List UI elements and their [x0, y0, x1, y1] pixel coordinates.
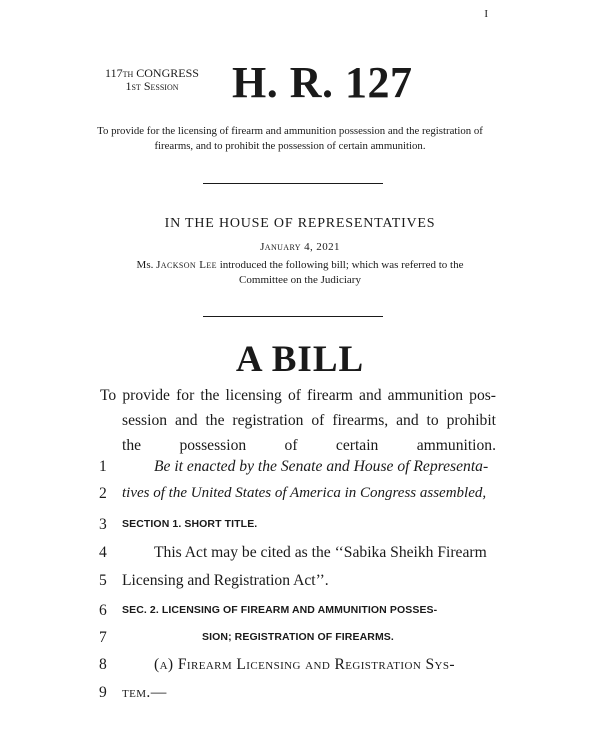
line-number: 3	[99, 516, 107, 533]
committee-referral: Committee on the Judiciary	[239, 274, 361, 286]
line-number: 4	[99, 544, 107, 561]
divider-rule	[203, 183, 383, 184]
section-heading: SECTION 1. SHORT TITLE.	[122, 518, 258, 530]
congress-number: 117th CONGRESS	[105, 66, 199, 80]
introduction-statement	[90, 258, 510, 288]
line-text: Be it enacted by the Senate and House of Representa-	[154, 458, 489, 475]
subsection-heading: tem.—	[122, 684, 167, 701]
line-number: 7	[99, 629, 107, 646]
bill-line	[0, 602, 600, 628]
introduction-text: introduced the following bill; which was referred to the	[216, 259, 464, 271]
line-number: 2	[99, 485, 107, 502]
bill-line	[0, 544, 600, 570]
section-heading: SEC. 2. LICENSING OF FIREARM AND AMMUNITION POSSES-	[122, 604, 438, 616]
long-title-line: session and the registration of firearms, and to prohibit	[122, 412, 496, 429]
long-title-line: To provide for the licensing of firearm and ammunition pos-	[100, 387, 496, 404]
bill-number: H. R. 127	[232, 58, 413, 107]
line-text: Licensing and Registration Act’’.	[122, 572, 329, 589]
line-number: 1	[99, 458, 107, 475]
session-number: 1st Session	[125, 79, 179, 93]
bill-line	[0, 485, 600, 511]
chamber-heading: IN THE HOUSE OF REPRESENTATIVES	[164, 216, 436, 231]
introduction-date: January 4, 2021	[260, 241, 340, 253]
bill-line	[0, 572, 600, 598]
short-purpose: To provide for the licensing of firearm and ammunition possession and the registration of firearms, and to prohibit the possession of certain ammunition.	[97, 125, 483, 152]
bill-line	[0, 458, 600, 484]
bill-line	[0, 684, 600, 710]
divider-rule	[203, 316, 383, 317]
line-number: 5	[99, 572, 107, 589]
long-title	[100, 383, 496, 458]
section-heading: SION; REGISTRATION OF FIREARMS.	[202, 631, 394, 643]
congress-session-block	[97, 67, 207, 93]
line-number: 8	[99, 656, 107, 673]
line-text: This Act may be cited as the ‘‘Sabika Sheikh Firearm	[154, 544, 487, 561]
subsection-heading: (a) Firearm Licensing and Registration Sys-	[154, 656, 455, 673]
sponsor-prefix: Ms.	[136, 259, 157, 271]
bill-line	[0, 516, 600, 542]
line-number: 9	[99, 684, 107, 701]
long-title-line: the possession of certain ammunition.	[122, 437, 496, 454]
bill-line	[0, 656, 600, 682]
sponsor-name: Jackson Lee	[156, 259, 217, 271]
bill-heading: A BILL	[235, 339, 365, 380]
line-number: 6	[99, 602, 107, 619]
page-number: I	[484, 8, 488, 20]
line-text: tives of the United States of America in Congress assembled,	[122, 485, 487, 501]
bill-line	[0, 629, 600, 655]
